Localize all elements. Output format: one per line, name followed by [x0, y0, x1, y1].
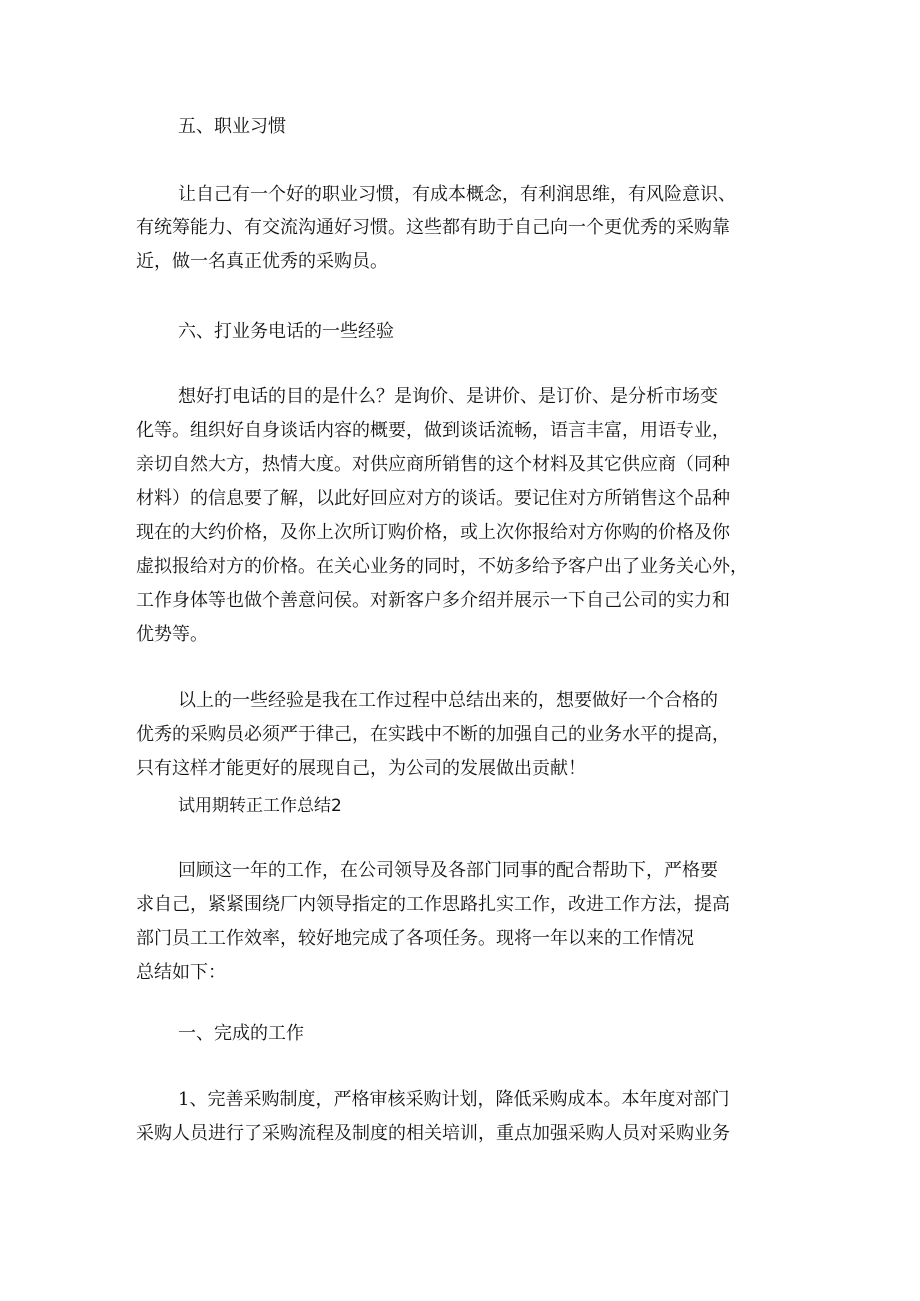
paragraph-line: 虚拟报给对方的价格。在关心业务的同时，不妨多给予客户出了业务关心外，: [136, 556, 748, 577]
paragraph-line: 部门员工工作效率，较好地完成了各项任务。现将一年以来的工作情况: [136, 928, 694, 949]
paragraph-line: 化等。组织好自身谈话内容的概要，做到谈话流畅，语言丰富，用语专业，: [136, 420, 730, 441]
heading-completed-work: 一、完成的工作: [178, 1023, 304, 1044]
paragraph-line: 想好打电话的目的是什么？是询价、是讲价、是订价、是分析市场变: [178, 386, 718, 407]
paragraph-line: 回顾这一年的工作，在公司领导及各部门同事的配合帮助下，严格要: [178, 860, 718, 881]
paragraph-line: 总结如下：: [136, 962, 226, 983]
paragraph-line: 采购人员进行了采购流程及制度的相关培训，重点加强采购人员对采购业务: [136, 1123, 730, 1144]
paragraph-line: 优秀的采购员必须严于律己，在实践中不断的加强自己的业务水平的提高，: [136, 724, 730, 745]
paragraph-line: 求自己，紧紧围绕厂内领导指定的工作思路扎实工作，改进工作方法，提高: [136, 894, 730, 915]
section-title: 试用期转正工作总结2: [178, 796, 342, 816]
paragraph-line: 现在的大约价格，及你上次所订购价格，或上次你报给对方你购的价格及你: [136, 522, 730, 543]
paragraph-line: 只有这样才能更好的展现自己，为公司的发展做出贡献！: [136, 758, 586, 779]
paragraph-line: 让自己有一个好的职业习惯，有成本概念，有利润思维，有风险意识、: [178, 184, 736, 205]
paragraph-line: 近，做一名真正优秀的采购员。: [136, 251, 388, 272]
paragraph-line: 亲切自然大方，热情大度。对供应商所销售的这个材料及其它供应商（同种: [136, 454, 730, 475]
paragraph-line: 材料）的信息要了解，以此好回应对方的谈话。要记住对方所销售这个品种: [136, 488, 730, 509]
heading-career-habits: 五、职业习惯: [178, 116, 286, 137]
paragraph-line: 优势等。: [136, 624, 208, 645]
paragraph-line: 以上的一些经验是我在工作过程中总结出来的，想要做好一个合格的: [178, 690, 718, 711]
paragraph-line: 有统筹能力、有交流沟通好习惯。这些都有助于自己向一个更优秀的采购靠: [136, 217, 730, 238]
paragraph-line: 1、完善采购制度，严格审核采购计划，降低采购成本。本年度对部门: [178, 1089, 730, 1110]
heading-phone-experience: 六、打业务电话的一些经验: [178, 321, 394, 342]
paragraph-line: 工作身体等也做个善意问侯。对新客户多介绍并展示一下自己公司的实力和: [136, 590, 730, 611]
